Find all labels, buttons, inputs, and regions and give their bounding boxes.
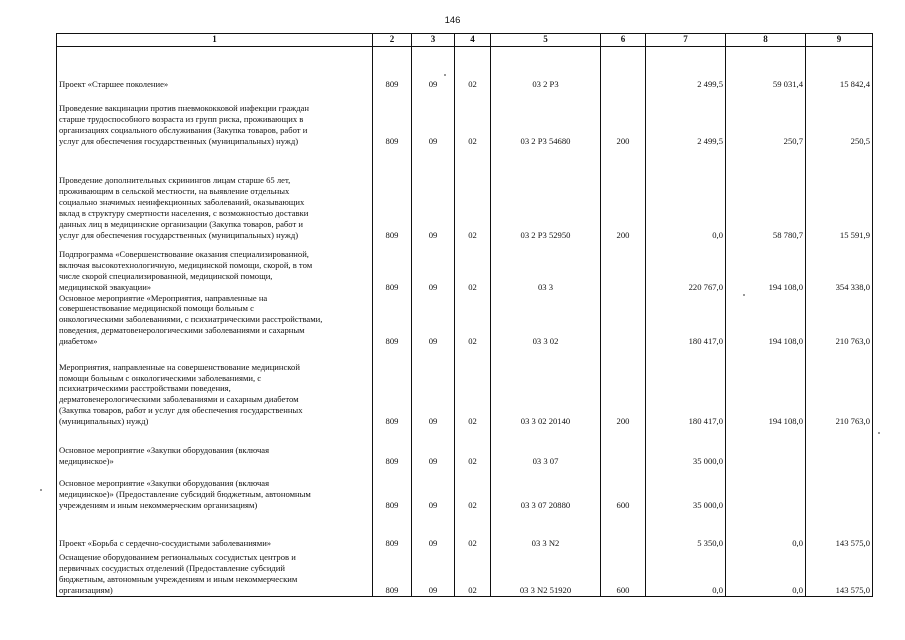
description-line: проживающим в сельской местности, на выявление отдельных bbox=[59, 185, 290, 196]
header-col-4: 4 bbox=[455, 34, 491, 47]
ministry-code: 809 bbox=[373, 147, 412, 241]
amount-col-7: 2 499,5 bbox=[646, 90, 726, 147]
description-line: организациях социального обслуживания (Закупка товаров, работ и bbox=[59, 124, 308, 135]
ministry-code: 809 bbox=[373, 467, 412, 511]
row-main-activity-equipment bbox=[57, 427, 873, 467]
amount-col-8: 194 108,0 bbox=[726, 293, 806, 348]
row-project-cardiovascular bbox=[57, 511, 873, 549]
expense-type-code bbox=[601, 47, 646, 90]
subsection-code: 02 bbox=[455, 427, 491, 467]
target-article-code: 03 3 07 bbox=[491, 427, 601, 467]
section-code: 09 bbox=[412, 90, 455, 147]
description-line: учреждениям и иным некоммерческим организациям) bbox=[59, 500, 258, 511]
description-line: услуг для обеспечения государственных (муниципальных) нужд) bbox=[59, 135, 299, 146]
row-description bbox=[57, 90, 373, 147]
ministry-code: 809 bbox=[373, 90, 412, 147]
subsection-code: 02 bbox=[455, 549, 491, 596]
header-col-8: 8 bbox=[726, 34, 806, 47]
amount-col-8: 194 108,0 bbox=[726, 347, 806, 427]
description-line: бюджетным, автономным учреждениям и иным некоммерческим bbox=[59, 573, 298, 584]
row-vaccination-pneumococcal bbox=[57, 90, 873, 147]
target-article-code: 03 2 Р3 bbox=[491, 47, 601, 90]
amount-col-9: 210 763,0 bbox=[806, 293, 873, 348]
description-line: Проект «Борьба с сердечно-сосудистыми заболеваниями» bbox=[59, 538, 272, 549]
scan-speck bbox=[878, 432, 880, 434]
amount-col-8: 59 031,4 bbox=[726, 47, 806, 90]
amount-col-8 bbox=[726, 427, 806, 467]
row-description bbox=[57, 347, 373, 427]
section-code: 09 bbox=[412, 511, 455, 549]
amount-col-7: 0,0 bbox=[646, 549, 726, 596]
page-number: 146 bbox=[444, 15, 461, 26]
target-article-code: 03 3 bbox=[491, 241, 601, 293]
target-article-code: 03 2 Р3 52950 bbox=[491, 147, 601, 241]
subsection-code: 02 bbox=[455, 47, 491, 90]
row-description bbox=[57, 511, 373, 549]
amount-col-7: 35 000,0 bbox=[646, 427, 726, 467]
amount-col-8: 58 780,7 bbox=[726, 147, 806, 241]
subsection-code: 02 bbox=[455, 147, 491, 241]
expense-type-code bbox=[601, 511, 646, 549]
description-line: Оснащение оборудованием региональных сосудистых центров и bbox=[59, 551, 296, 562]
scan-speck bbox=[444, 74, 446, 76]
amount-col-7: 5 350,0 bbox=[646, 511, 726, 549]
section-code: 09 bbox=[412, 241, 455, 293]
description-line: вклад в структуру смертности населения, с возможностью доставки bbox=[59, 207, 309, 218]
description-line: Проведение вакцинации против пневмококковой инфекции граждан bbox=[59, 102, 309, 113]
description-line: старше трудоспособного возраста из групп риска, проживающих в bbox=[59, 113, 304, 124]
expense-type-code: 600 bbox=[601, 467, 646, 511]
target-article-code: 03 3 07 20880 bbox=[491, 467, 601, 511]
ministry-code: 809 bbox=[373, 511, 412, 549]
subsection-code: 02 bbox=[455, 511, 491, 549]
row-vascular-centers-equipment bbox=[57, 549, 873, 596]
description-line: диабетом» bbox=[59, 336, 98, 347]
amount-col-7: 180 417,0 bbox=[646, 347, 726, 427]
amount-col-9: 210 763,0 bbox=[806, 347, 873, 427]
description-line: первичных сосудистых отделений (Предоставление субсидий bbox=[59, 562, 285, 573]
amount-col-8 bbox=[726, 467, 806, 511]
expense-type-code: 200 bbox=[601, 90, 646, 147]
header-col-3: 3 bbox=[412, 34, 455, 47]
amount-col-8: 250,7 bbox=[726, 90, 806, 147]
amount-col-8: 0,0 bbox=[726, 511, 806, 549]
subsection-code: 02 bbox=[455, 90, 491, 147]
header-col-6: 6 bbox=[601, 34, 646, 47]
row-description bbox=[57, 47, 373, 90]
row-equipment-subsidies bbox=[57, 467, 873, 511]
amount-col-9: 143 575,0 bbox=[806, 549, 873, 596]
row-additional-screenings bbox=[57, 147, 873, 241]
expense-type-code: 200 bbox=[601, 147, 646, 241]
row-description bbox=[57, 467, 373, 511]
description-line: социально значимых неинфекционных заболеваний, оказывающих bbox=[59, 196, 305, 207]
target-article-code: 03 3 02 20140 bbox=[491, 347, 601, 427]
expense-type-code bbox=[601, 427, 646, 467]
description-line: Проведение дополнительных скринингов лицам старше 65 лет, bbox=[59, 175, 291, 186]
ministry-code: 809 bbox=[373, 549, 412, 596]
amount-col-7: 220 767,0 bbox=[646, 241, 726, 293]
amount-col-7: 180 417,0 bbox=[646, 293, 726, 348]
description-line: Мероприятия, направленные на совершенствование медицинской bbox=[59, 361, 300, 372]
description-line: Основное мероприятие «Мероприятия, направленные на bbox=[59, 292, 268, 303]
header-col-2: 2 bbox=[373, 34, 412, 47]
amount-col-9: 15 591,9 bbox=[806, 147, 873, 241]
amount-col-9: 15 842,4 bbox=[806, 47, 873, 90]
target-article-code: 03 3 N2 51920 bbox=[491, 549, 601, 596]
description-line: медицинской эвакуации» bbox=[59, 281, 152, 292]
row-project-starshee-pokolenie bbox=[57, 47, 873, 90]
target-article-code: 03 3 N2 bbox=[491, 511, 601, 549]
amount-col-9 bbox=[806, 427, 873, 467]
expense-type-code bbox=[601, 241, 646, 293]
table-body bbox=[57, 47, 873, 597]
row-main-activity-oncology bbox=[57, 293, 873, 348]
ministry-code: 809 bbox=[373, 427, 412, 467]
section-code: 09 bbox=[412, 293, 455, 348]
section-code: 09 bbox=[412, 467, 455, 511]
amount-col-8: 0,0 bbox=[726, 549, 806, 596]
ministry-code: 809 bbox=[373, 347, 412, 427]
row-description bbox=[57, 147, 373, 241]
description-line: медицинское)» (Предоставление субсидий бюджетным, автономным bbox=[59, 489, 311, 500]
amount-col-9: 250,5 bbox=[806, 90, 873, 147]
expense-type-code bbox=[601, 293, 646, 348]
scan-speck bbox=[40, 489, 42, 491]
section-code: 09 bbox=[412, 549, 455, 596]
description-line: услуг для обеспечения государственных (муниципальных) нужд) bbox=[59, 229, 299, 240]
description-line: (Закупка товаров, работ и услуг для обеспечения государственных bbox=[59, 405, 303, 416]
header-col-5: 5 bbox=[491, 34, 601, 47]
subsection-code: 02 bbox=[455, 347, 491, 427]
description-line: Проект «Старшее поколение» bbox=[59, 78, 169, 89]
description-line: совершенствование медицинской помощи больным с bbox=[59, 303, 254, 314]
row-description bbox=[57, 241, 373, 293]
section-code: 09 bbox=[412, 427, 455, 467]
target-article-code: 03 3 02 bbox=[491, 293, 601, 348]
section-code: 09 bbox=[412, 147, 455, 241]
description-line: числе скорой специализированной, медицинской помощи, bbox=[59, 270, 273, 281]
amount-col-7: 0,0 bbox=[646, 147, 726, 241]
description-line: включая высокотехнологичную, медицинской помощи, скорой, в том bbox=[59, 259, 313, 270]
description-line: организациям) bbox=[59, 584, 113, 595]
scan-speck bbox=[743, 294, 745, 296]
description-line: дерматовенерологическими заболеваниями и сахарным диабетом bbox=[59, 394, 299, 405]
description-line: Основное мероприятие «Закупки оборудования (включая bbox=[59, 478, 270, 489]
subsection-code: 02 bbox=[455, 241, 491, 293]
description-line: поведения, дерматовенерологическими заболеваниями и сахарным bbox=[59, 325, 305, 336]
header-col-1: 1 bbox=[57, 34, 373, 47]
subsection-code: 02 bbox=[455, 467, 491, 511]
expense-type-code: 600 bbox=[601, 549, 646, 596]
section-code: 09 bbox=[412, 347, 455, 427]
description-line: помощи больным с онкологическими заболеваниями, с bbox=[59, 372, 262, 383]
row-description bbox=[57, 427, 373, 467]
budget-table bbox=[56, 33, 873, 597]
row-activities-oncology bbox=[57, 347, 873, 427]
description-line: данных лиц в медицинские организации (Закупка товаров, работ и bbox=[59, 218, 303, 229]
amount-col-9: 143 575,0 bbox=[806, 511, 873, 549]
ministry-code: 809 bbox=[373, 241, 412, 293]
header-col-9: 9 bbox=[806, 34, 873, 47]
expense-type-code: 200 bbox=[601, 347, 646, 427]
description-line: онкологическими заболеваниями, с психиатрическими расстройствами, bbox=[59, 314, 323, 325]
description-line: медицинское)» bbox=[59, 456, 114, 467]
amount-col-7: 2 499,5 bbox=[646, 47, 726, 90]
header-col-7: 7 bbox=[646, 34, 726, 47]
header-row bbox=[57, 34, 873, 47]
description-line: (муниципальных) нужд) bbox=[59, 416, 149, 427]
row-description bbox=[57, 293, 373, 348]
row-description bbox=[57, 549, 373, 596]
description-line: психиатрическими расстройствами поведения, bbox=[59, 383, 231, 394]
subsection-code: 02 bbox=[455, 293, 491, 348]
description-line: Подпрограмма «Совершенствование оказания специализированной, bbox=[59, 248, 309, 259]
amount-col-9: 354 338,0 bbox=[806, 241, 873, 293]
amount-col-7: 35 000,0 bbox=[646, 467, 726, 511]
target-article-code: 03 2 Р3 54680 bbox=[491, 90, 601, 147]
description-line: Основное мероприятие «Закупки оборудования (включая bbox=[59, 445, 270, 456]
amount-col-8: 194 108,0 bbox=[726, 241, 806, 293]
section-code: 09 bbox=[412, 47, 455, 90]
amount-col-9 bbox=[806, 467, 873, 511]
ministry-code: 809 bbox=[373, 47, 412, 90]
ministry-code: 809 bbox=[373, 293, 412, 348]
row-subprogram-specialized-care bbox=[57, 241, 873, 293]
